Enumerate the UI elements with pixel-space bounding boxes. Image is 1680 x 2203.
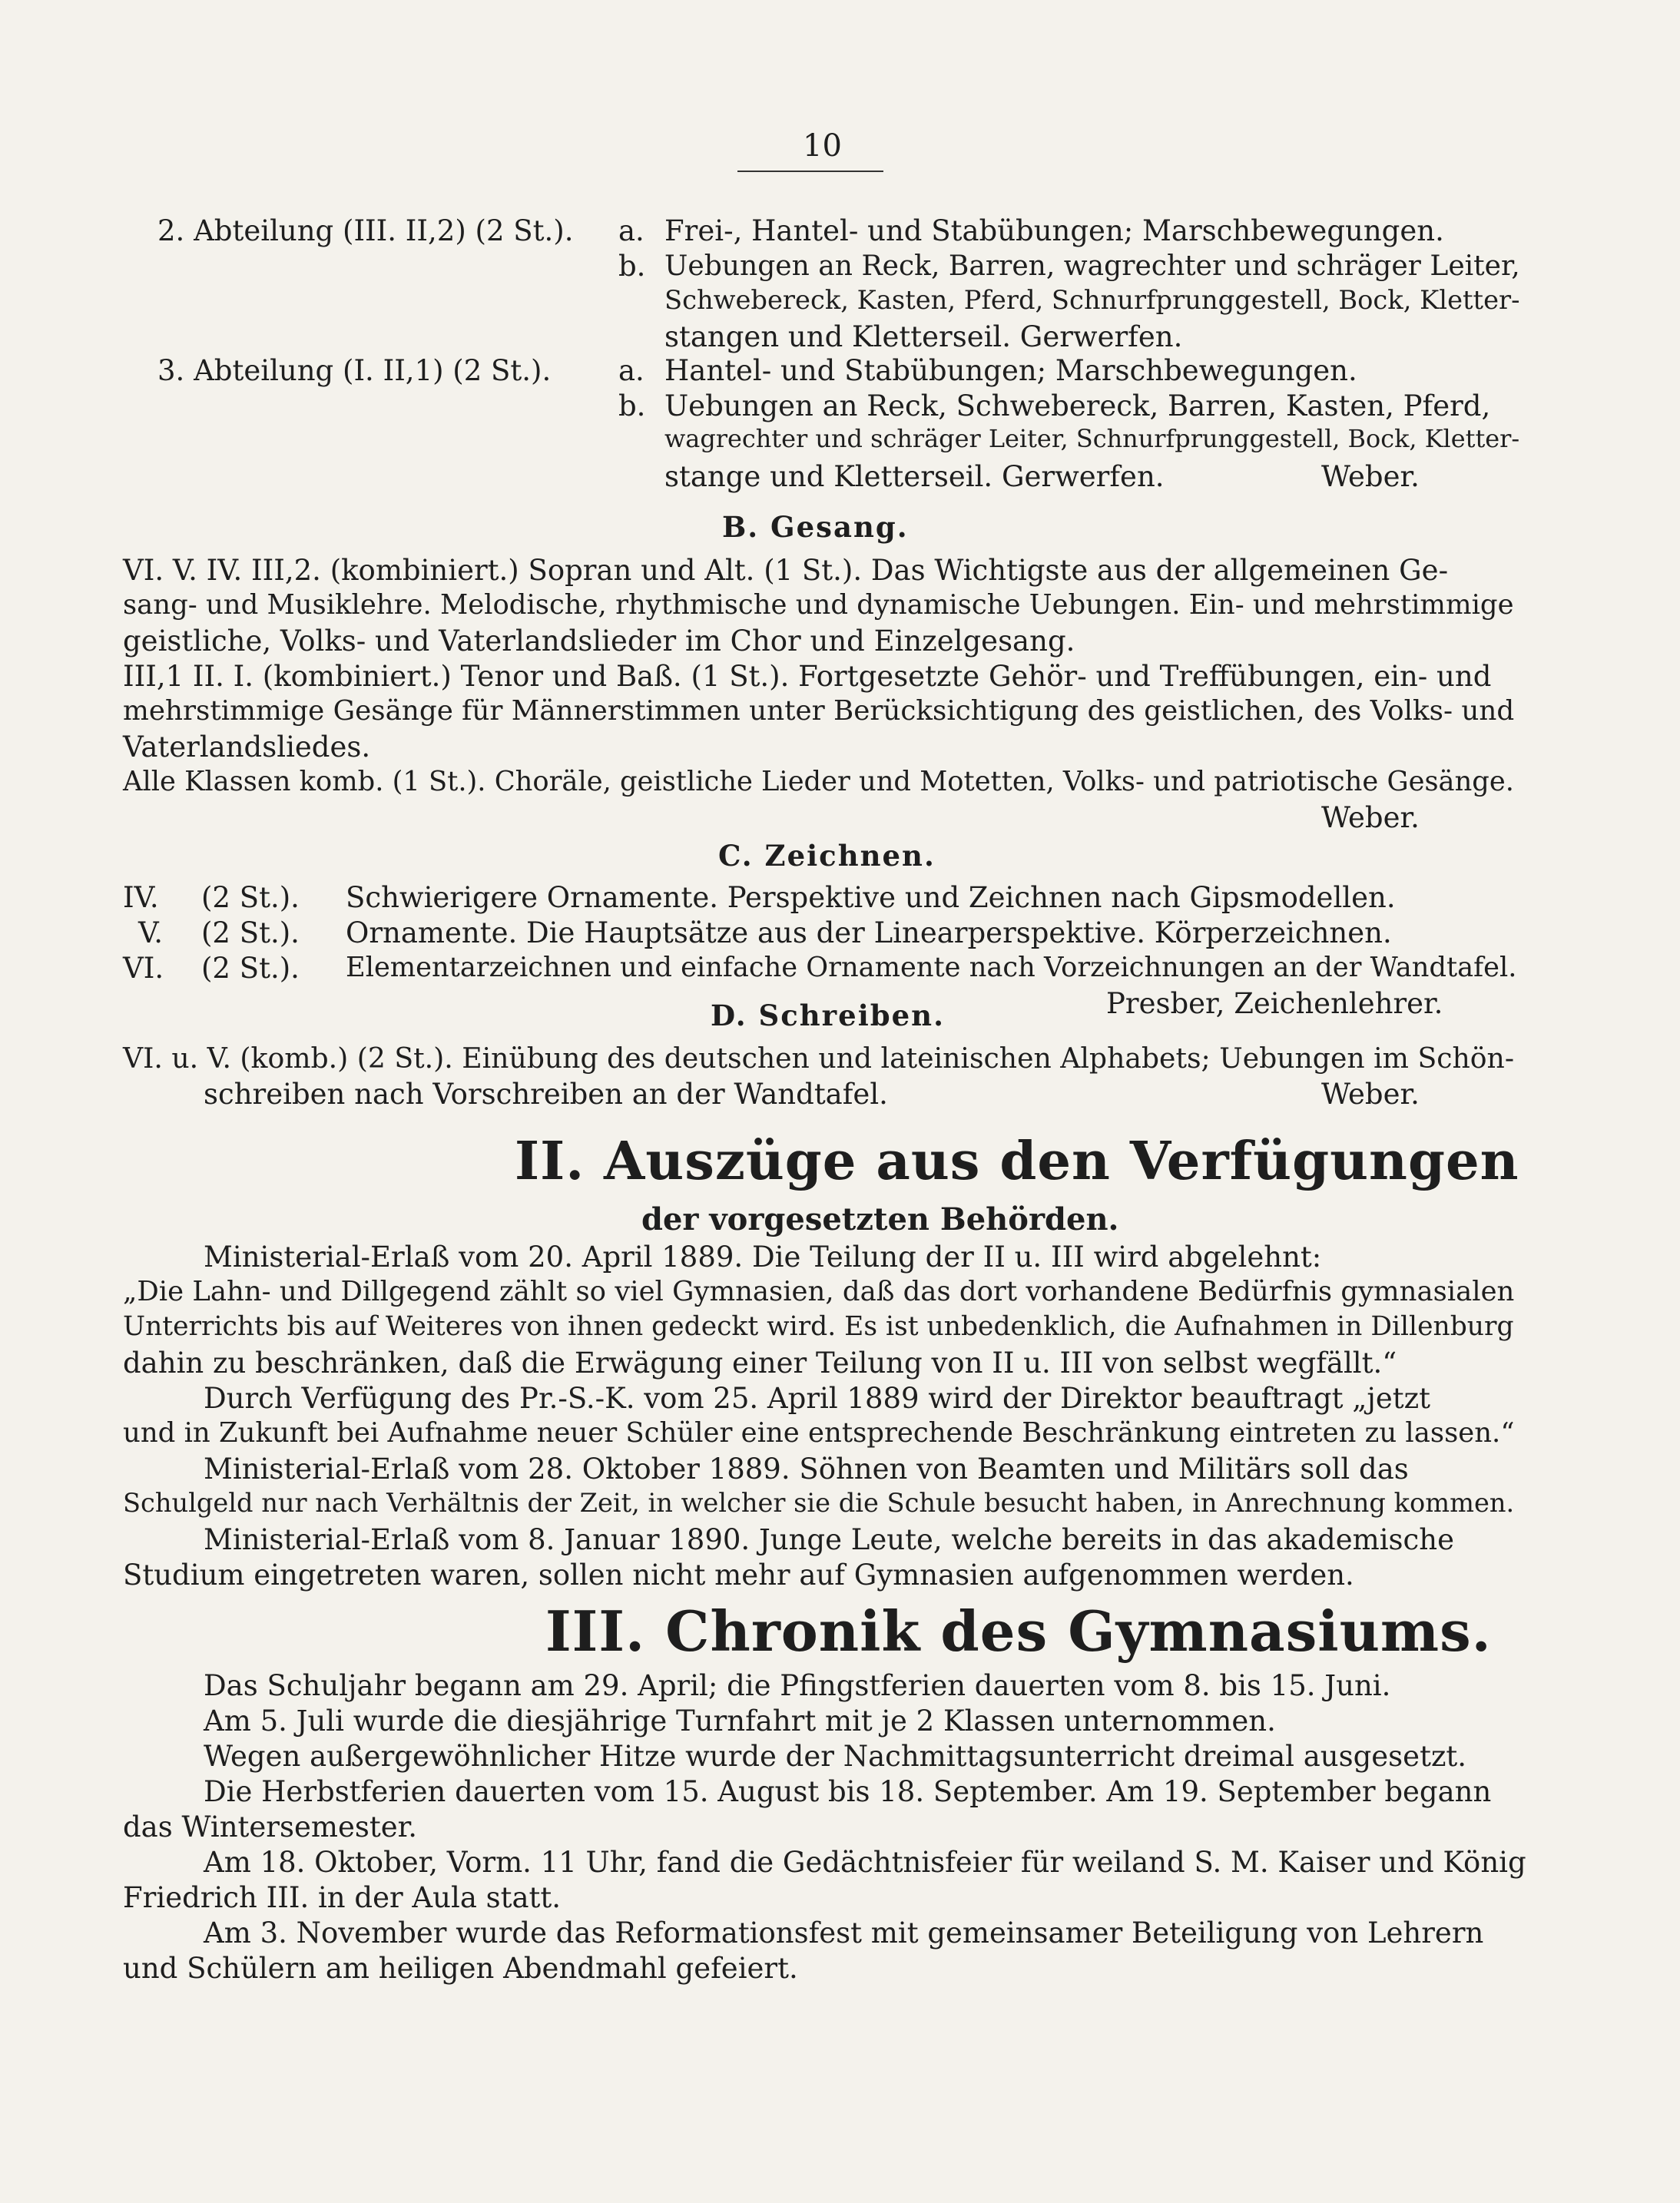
- section2-line: Unterrichts bis auf Weiteres von ihnen gedeckt wird. Es ist unbedenklich, die Aufnahmen in Dillenburg: [123, 1311, 1514, 1342]
- section2-title: II. Auszüge aus den Verfügungen: [515, 1131, 1519, 1192]
- abt2-b-line: Uebungen an Reck, Barren, wagrechter und schräger Leiter,: [664, 250, 1520, 282]
- abt2-a-text: Frei-, Hantel- und Stabübungen; Marschbewegungen.: [664, 214, 1444, 247]
- zeichnen-text: Elementarzeichnen und einfache Ornamente nach Vorzeichnungen an der Wandtafel.: [346, 952, 1517, 983]
- page-number-rule: [737, 171, 883, 172]
- section3-line: das Wintersemester.: [123, 1810, 417, 1844]
- gesang-line: Alle Klassen komb. (1 St.). Choräle, geistliche Lieder und Motetten, Volks- und patriotische Gesänge.: [123, 766, 1514, 797]
- section2-line: Studium eingetreten waren, sollen nicht mehr auf Gymnasien aufgenommen werden.: [123, 1559, 1354, 1592]
- abt2-a-marker: a.: [618, 214, 644, 247]
- section2-line: Durch Verfügung des Pr.-S.-K. vom 25. April 1889 wird der Direktor beauftragt „jetzt: [204, 1382, 1430, 1415]
- schreiben-line: VI. u. V. (komb.) (2 St.). Einübung des deutschen und lateinischen Alphabets; Uebungen im Schön-: [123, 1042, 1515, 1075]
- abt3-b-marker: b.: [618, 389, 646, 422]
- zeichnen-class: IV.: [123, 881, 159, 914]
- section3-line: Wegen außergewöhnlicher Hitze wurde der Nachmittagsunterricht dreimal ausgesetzt.: [204, 1740, 1467, 1773]
- schreiben-teacher: Weber.: [1321, 1078, 1420, 1111]
- gesang-line: sang- und Musiklehre. Melodische, rhythmische und dynamische Uebungen. Ein- und mehrstimmige: [123, 589, 1514, 621]
- zeichnen-class: VI.: [123, 952, 164, 985]
- abt2-label: 2. Abteilung (III. II,2) (2 St.).: [157, 214, 574, 247]
- abt3-label: 3. Abteilung (I. II,1) (2 St.).: [157, 354, 552, 387]
- abt2-b-line: Schwebereck, Kasten, Pferd, Schnurfprunggestell, Bock, Kletter-: [664, 285, 1520, 315]
- abt3-a-text: Hantel- und Stabübungen; Marschbewegungen.: [664, 354, 1357, 387]
- gesang-line: III,1 II. I. (kombiniert.) Tenor und Baß. (1 St.). Fortgesetzte Gehör- und Treffübungen, ein- und: [123, 660, 1492, 693]
- gesang-line: VI. V. IV. III,2. (kombiniert.) Sopran und Alt. (1 St.). Das Wichtigste aus der allgemeinen Ge-: [123, 554, 1449, 587]
- abt3-teacher: Weber.: [1321, 460, 1420, 493]
- zeichnen-class: V.: [138, 916, 164, 949]
- section2-line: Ministerial-Erlaß vom 20. April 1889. Die Teilung der II u. III wird abgelehnt:: [204, 1241, 1322, 1274]
- section3-line: und Schülern am heiligen Abendmahl gefeiert.: [123, 1952, 798, 1985]
- section3-line: Am 3. November wurde das Reformationsfest mit gemeinsamer Beteiligung von Lehrern: [204, 1916, 1484, 1950]
- zeichnen-hours: (2 St.).: [201, 952, 300, 985]
- section2-subtitle: der vorgesetzten Behörden.: [641, 1201, 1119, 1237]
- section2-line: dahin zu beschränken, daß die Erwägung einer Teilung von II u. III von selbst wegfällt.“: [123, 1347, 1397, 1380]
- section2-line: Ministerial-Erlaß vom 8. Januar 1890. Junge Leute, welche bereits in das akademische: [204, 1523, 1454, 1556]
- section2-line: Schulgeld nur nach Verhältnis der Zeit, in welcher sie die Schule besucht haben, in Anrechnung kommen.: [123, 1488, 1515, 1518]
- gesang-line: mehrstimmige Gesänge für Männerstimmen unter Berücksichtigung des geistlichen, des Volks- und: [123, 695, 1515, 727]
- zeichnen-hours: (2 St.).: [201, 916, 300, 949]
- section3-line: Das Schuljahr begann am 29. April; die Pfingstferien dauerten vom 8. bis 15. Juni.: [204, 1669, 1391, 1702]
- schreiben-heading: D. Schreiben.: [711, 999, 945, 1032]
- abt2-b-line: stangen und Kletterseil. Gerwerfen.: [664, 320, 1183, 353]
- zeichnen-text: Ornamente. Die Hauptsätze aus der Linearperspektive. Körperzeichnen.: [346, 916, 1392, 949]
- section3-line: Friedrich III. in der Aula statt.: [123, 1881, 562, 1914]
- section3-line: Am 18. Oktober, Vorm. 11 Uhr, fand die Gedächtnisfeier für weiland S. M. Kaiser und König: [204, 1846, 1526, 1879]
- gesang-line: geistliche, Volks- und Vaterlandslieder im Chor und Einzelgesang.: [123, 624, 1075, 658]
- section2-line: „Die Lahn- und Dillgegend zählt so viel Gymnasien, daß das dort vorhandene Bedürfnis gymnasialen: [123, 1276, 1515, 1307]
- gesang-line: Vaterlandsliedes.: [123, 730, 371, 764]
- section3-line: Die Herbstferien dauerten vom 15. August bis 18. September. Am 19. September begann: [204, 1775, 1492, 1808]
- gesang-heading: B. Gesang.: [722, 510, 909, 544]
- section3-line: Am 5. Juli wurde die diesjährige Turnfahrt mit je 2 Klassen unternommen.: [204, 1704, 1276, 1738]
- section3-title: III. Chronik des Gymnasiums.: [545, 1598, 1492, 1664]
- gesang-teacher: Weber.: [1321, 801, 1420, 834]
- abt3-b-line: wagrechter und schräger Leiter, Schnurfprunggestell, Bock, Kletter-: [664, 424, 1520, 453]
- schreiben-line: schreiben nach Vorschreiben an der Wandtafel.: [204, 1078, 888, 1111]
- abt3-a-marker: a.: [618, 354, 644, 387]
- zeichnen-hours: (2 St.).: [201, 881, 300, 914]
- section2-line: Ministerial-Erlaß vom 28. Oktober 1889. Söhnen von Beamten und Militärs soll das: [204, 1453, 1409, 1486]
- page-number: 10: [803, 128, 842, 164]
- zeichnen-heading: C. Zeichnen.: [718, 839, 936, 873]
- zeichnen-teacher: Presber, Zeichenlehrer.: [1106, 987, 1443, 1020]
- abt3-b-line: Uebungen an Reck, Schwebereck, Barren, Kasten, Pferd,: [664, 389, 1491, 422]
- section2-line: und in Zukunft bei Aufnahme neuer Schüler eine entsprechende Beschränkung eintreten zu lassen.“: [123, 1417, 1515, 1449]
- abt3-b-line: stange und Kletterseil. Gerwerfen.: [664, 460, 1165, 493]
- zeichnen-text: Schwierigere Ornamente. Perspektive und Zeichnen nach Gipsmodellen.: [346, 881, 1396, 914]
- abt2-b-marker: b.: [618, 250, 646, 283]
